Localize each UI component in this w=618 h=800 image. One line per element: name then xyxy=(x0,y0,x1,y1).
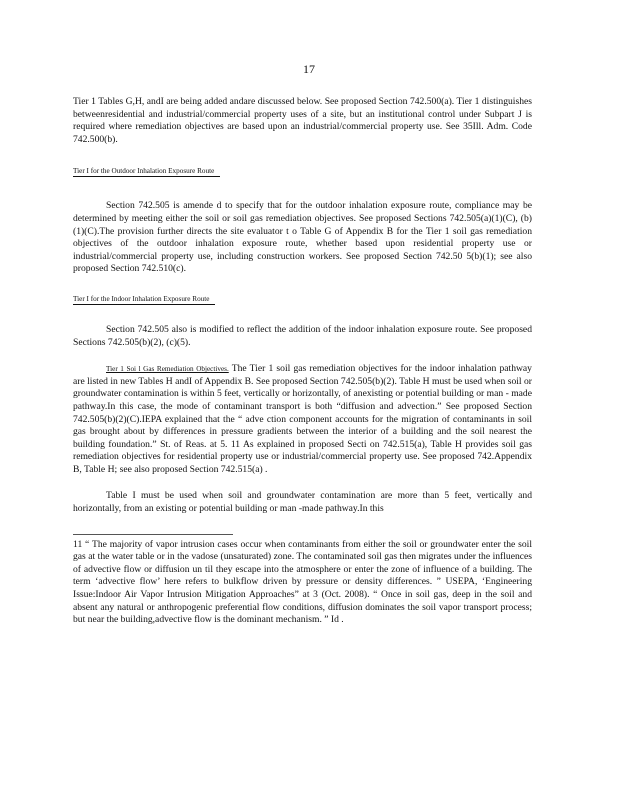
footnote-rule xyxy=(73,534,233,535)
paragraph-tier1-tables: Tier 1 Tables G,H, andI are being added andare discussed below. See proposed Section 742.500(a). Tier 1 distinguishes betweenresidential and industrial/commercial property uses of a site, but an institutional control under Subpart J is required where remediation objectives are based upon an industrial/commercial property use. See 35Ill. Adm. Code 742.500(b). xyxy=(73,96,532,145)
heading-outdoor-inhalation: Tier I for the Outdoor Inhalation Exposure Route xyxy=(73,167,215,176)
paragraph-table-i: Table I must be used when soil and groundwater contamination are more than 5 feet, vertically and horizontally, from an existing or potential building or man -made pathway.In this xyxy=(73,490,532,515)
page-number: 17 xyxy=(303,62,315,76)
soil-gas-objectives-text: The Tier 1 soil gas remediation objectives for the indoor inhalation pathway are listed in new Tables H andI of Appendix B. See proposed Section 742.505(b)(2). Table H must be used when soil or groundwater contamination is within 5 feet, vertically or horizontally, of anexisting or potential building or man - made pathway.In this case, the mode of contaminant transport is both “diffusion and advection.” See proposed Section 742.505(b)(2)(C).IEPA explained that the “ adve ction component accounts for the migration of contaminants in soil gas brought about by differences in pressure gradients between the interior of a building and the soil nearest the building foundation.” St. of Reas. at 5. 11 As explained in proposed Secti on 742.515(a), Table H provides soil gas remediation objectives for residential property use or industrial/commercial property use. See proposed 742.Appendix B, Table H; see also proposed Section 742.515(a) . xyxy=(73,363,532,475)
document-body xyxy=(73,96,532,627)
paragraph-outdoor-route: Section 742.505 is amende d to specify that for the outdoor inhalation exposure route, compliance may be determined by meeting either the soil or soil gas remediation objectives. See proposed Sections 742.505(a)(1)(C), (b)(1)(C).The provision further directs the site evaluator t o Table G of Appendix B for the Tier 1 soil gas remediation objectives of the outdoor inhalation exposure route, whether based upon residential property use or industrial/commercial property use, including construction workers. See proposed Section 742.50 5(b)(1); see also proposed Section 742.510(c). xyxy=(73,200,532,275)
heading-indoor-inhalation: Tier I for the Indoor Inhalation Exposure Route xyxy=(73,294,210,303)
footnote-11: 11 “ The majority of vapor intrusion cases occur when contaminants from either the soil or groundwater enter the soil gas at the water table or in the vadose (unsaturated) zone. The contaminated soil gas then migrates under the influences of advective flow or diffusion un til they escape into the atmosphere or enter the zone of influence of a building. The term ‘advective flow’ here refers to bulkflow driven by pressure or density differences. ” USEPA, ‘Engineering Issue:Indoor Air Vapor Intrusion Mitigation Approaches” at 3 (Oct. 2008). “ Once in soil gas, deep in the soil and absent any natural or anthropogenic preferential flow conditions, diffusion dominates the soil vapor transport process; but near the building,advective flow is the dominant mechanism. ” Id . xyxy=(73,538,532,626)
paragraph-indoor-route: Section 742.505 also is modified to reflect the addition of the indoor inhalation exposure route. See proposed Sections 742.505(b)(2), (c)(5). xyxy=(73,323,532,348)
heading-outdoor-wrap xyxy=(73,166,220,177)
soil-gas-objectives-lead: Tier 1 Soi l Gas Remediation Objectives. xyxy=(106,365,229,374)
heading-indoor-wrap xyxy=(73,294,215,305)
paragraph-soil-gas-objectives xyxy=(73,363,532,476)
